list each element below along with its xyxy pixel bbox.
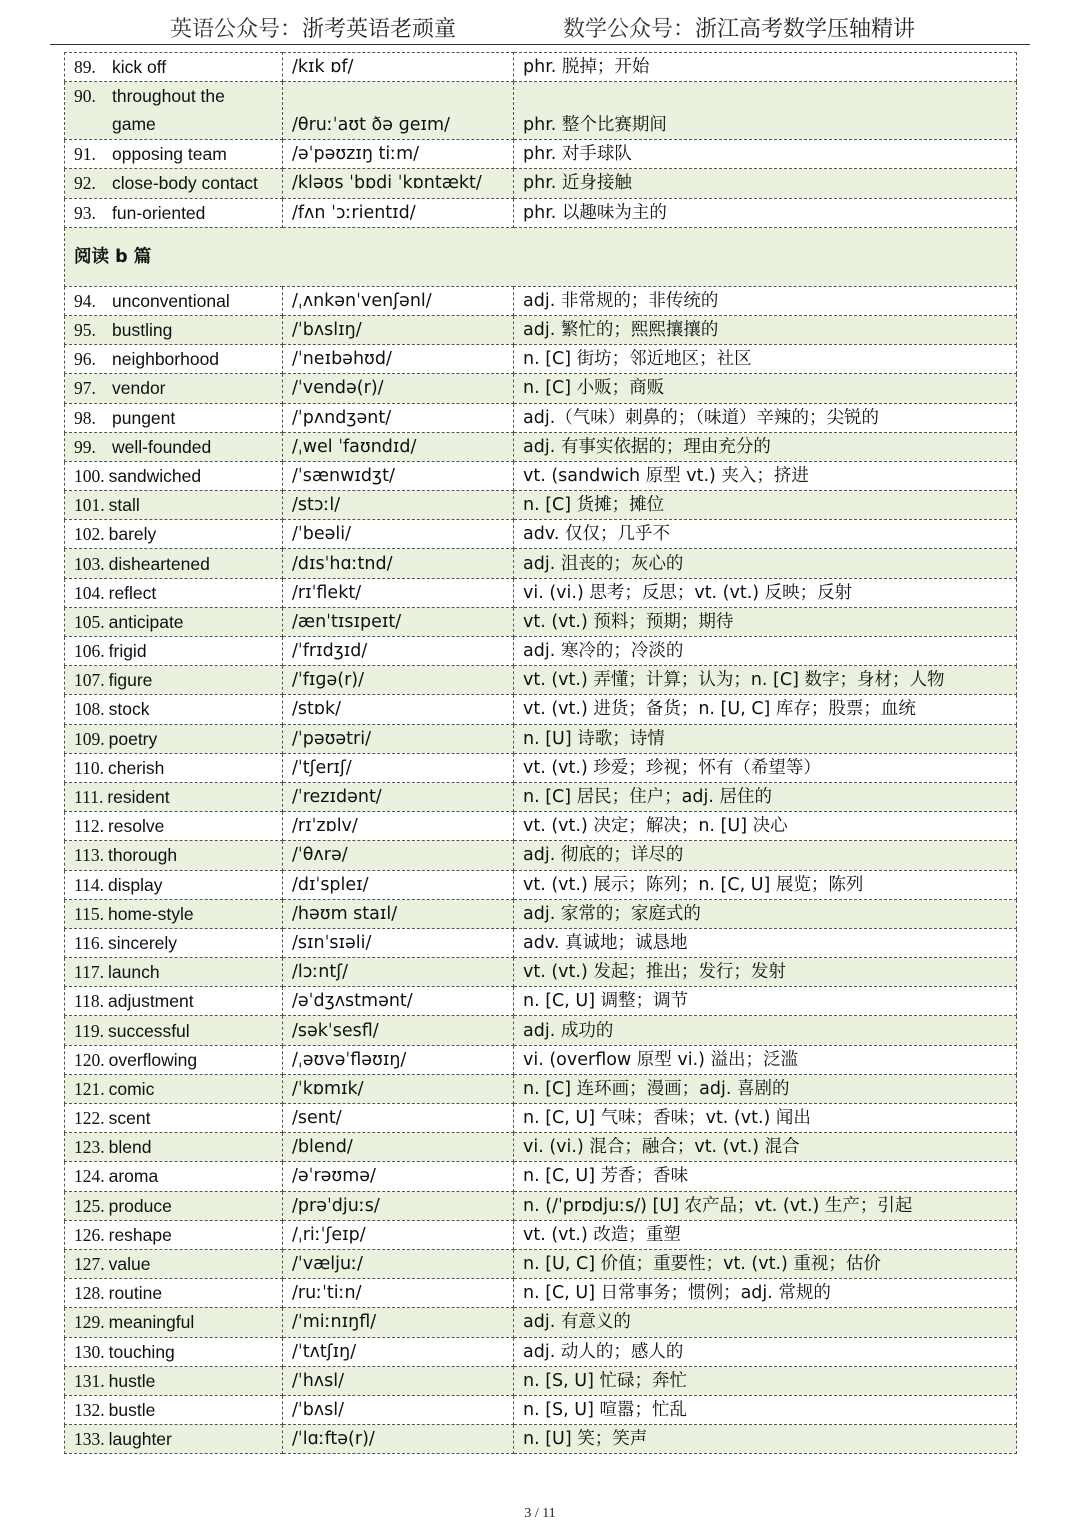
definition-cell: n. [S, U] 忙碌；奔忙 xyxy=(514,1366,1017,1395)
table-row xyxy=(65,1220,1017,1249)
phonetic-cell: /ˈtʌtʃɪŋ/ xyxy=(283,1337,514,1366)
definition-cell: phr. 以趣味为主的 xyxy=(514,198,1017,227)
word-cell xyxy=(65,345,283,374)
word-cell xyxy=(65,1162,283,1191)
phonetic-cell: /ˈfɪɡə(r)/ xyxy=(283,666,514,695)
word-cell xyxy=(65,637,283,666)
entry-word: anticipate xyxy=(108,611,184,632)
table-row xyxy=(65,607,1017,636)
entry-word: kick off xyxy=(112,57,167,78)
definition-cell: adj.（气味）刺鼻的；（味道）辛辣的；尖锐的 xyxy=(514,403,1017,432)
entry-number: 126. xyxy=(74,1224,105,1245)
entry-number: 111. xyxy=(74,787,104,808)
english-account-name: 浙考英语老顽童 xyxy=(302,17,457,42)
vocabulary-table-body xyxy=(65,53,1017,1454)
definition-cell: adv. 仅仅；几乎不 xyxy=(514,520,1017,549)
table-row xyxy=(65,1162,1017,1191)
entry-number: 97. xyxy=(74,378,96,399)
phonetic-cell: /ruːˈtiːn/ xyxy=(283,1279,514,1308)
definition-cell: adj. 有意义的 xyxy=(514,1308,1017,1337)
table-row xyxy=(65,987,1017,1016)
definition-cell: adj. 沮丧的；灰心的 xyxy=(514,549,1017,578)
phonetic-cell: /ænˈtɪsɪpeɪt/ xyxy=(283,607,514,636)
word-cell xyxy=(65,198,283,227)
word-cell xyxy=(65,1133,283,1162)
definition-cell: n. [C] 连环画；漫画；adj. 喜剧的 xyxy=(514,1074,1017,1103)
definition-cell: n. [C, U] 调整；调节 xyxy=(514,987,1017,1016)
table-row xyxy=(65,520,1017,549)
phonetic-cell: /sɪnˈsɪəli/ xyxy=(283,928,514,957)
entry-number: 121. xyxy=(74,1078,105,1099)
word-cell xyxy=(65,1308,283,1337)
math-account-name: 浙江高考数学压轴精讲 xyxy=(695,17,916,42)
table-row xyxy=(65,549,1017,578)
phonetic-cell: /həʊm staɪl/ xyxy=(283,899,514,928)
phonetic-cell: /əˈpəʊzɪŋ tiːm/ xyxy=(283,140,514,169)
definition-cell: n. [C, U] 气味；香味；vt. (vt.) 闻出 xyxy=(514,1104,1017,1133)
entry-number: 105. xyxy=(74,611,105,632)
entry-word: thorough xyxy=(107,845,178,866)
definition-cell: adv. 真诚地；诚恳地 xyxy=(514,928,1017,957)
entry-number: 115. xyxy=(74,903,104,924)
definition-cell: adj. 非常规的；非传统的 xyxy=(514,286,1017,315)
entry-word: poetry xyxy=(108,728,158,749)
entry-number: 122. xyxy=(74,1108,105,1129)
entry-word: cherish xyxy=(107,757,165,778)
entry-word: display xyxy=(107,874,163,895)
section-heading-row xyxy=(65,227,1017,286)
entry-number: 106. xyxy=(74,641,105,662)
table-row xyxy=(65,53,1017,82)
entry-number: 99. xyxy=(74,436,96,457)
phonetic-cell: /ˌwel ˈfaʊndɪd/ xyxy=(283,432,514,461)
definition-cell: n. [C] 街坊；邻近地区；社区 xyxy=(514,345,1017,374)
table-row xyxy=(65,1308,1017,1337)
word-cell xyxy=(65,812,283,841)
entry-word: well-founded xyxy=(112,436,212,457)
entry-number: 120. xyxy=(74,1049,105,1070)
word-cell xyxy=(65,1074,283,1103)
word-cell xyxy=(65,987,283,1016)
word-cell xyxy=(65,695,283,724)
entry-number: 95. xyxy=(74,320,96,341)
word-cell xyxy=(65,1279,283,1308)
table-row xyxy=(65,841,1017,870)
entry-number: 107. xyxy=(74,670,105,691)
word-cell xyxy=(65,1249,283,1278)
entry-number: 110. xyxy=(74,757,104,778)
english-account-label: 英语公众号： xyxy=(170,17,303,42)
table-row xyxy=(65,1016,1017,1045)
table-row xyxy=(65,82,1017,140)
word-cell xyxy=(65,753,283,782)
entry-number: 104. xyxy=(74,582,105,603)
table-row xyxy=(65,286,1017,315)
entry-word: sincerely xyxy=(107,932,178,953)
phonetic-cell: /ˌriːˈʃeɪp/ xyxy=(283,1220,514,1249)
entry-number: 90. xyxy=(74,86,96,107)
phonetic-cell: /dɪˈspleɪ/ xyxy=(283,870,514,899)
phonetic-cell: /rɪˈzɒlv/ xyxy=(283,812,514,841)
entry-number: 98. xyxy=(74,407,96,428)
phonetic-cell: /prəˈdjuːs/ xyxy=(283,1191,514,1220)
entry-number: 108. xyxy=(74,699,105,720)
word-cell xyxy=(65,374,283,403)
entry-number: 130. xyxy=(74,1341,105,1362)
definition-cell: n. [C, U] 日常事务；惯例；adj. 常规的 xyxy=(514,1279,1017,1308)
definition-cell: vi. (vi.) 思考；反思；vt. (vt.) 反映；反射 xyxy=(514,578,1017,607)
entry-number: 113. xyxy=(74,845,104,866)
entry-word: comic xyxy=(108,1078,155,1099)
definition-cell: phr. 脱掉；开始 xyxy=(514,53,1017,82)
word-cell xyxy=(65,1366,283,1395)
entry-word: laughter xyxy=(108,1429,172,1450)
definition-cell: phr. 对手球队 xyxy=(514,140,1017,169)
word-cell xyxy=(65,1016,283,1045)
entry-word: close-body contact xyxy=(112,173,258,194)
phonetic-cell: /ˈfrɪdʒɪd/ xyxy=(283,637,514,666)
word-cell xyxy=(65,140,283,169)
word-cell xyxy=(65,870,283,899)
entry-word: bustling xyxy=(112,320,173,341)
word-cell xyxy=(65,315,283,344)
word-cell xyxy=(65,841,283,870)
entry-word: blend xyxy=(108,1137,152,1158)
phonetic-cell: /ˈpəʊətri/ xyxy=(283,724,514,753)
word-cell xyxy=(65,782,283,811)
word-cell xyxy=(65,403,283,432)
definition-cell: n. [U, C] 价值；重要性；vt. (vt.) 重视；估价 xyxy=(514,1249,1017,1278)
definition-cell: adj. 有事实依据的；理由充分的 xyxy=(514,432,1017,461)
entry-word: stock xyxy=(108,699,150,720)
entry-number: 119. xyxy=(74,1020,104,1041)
table-row xyxy=(65,578,1017,607)
entry-number: 103. xyxy=(74,553,105,574)
entry-word: sandwiched xyxy=(108,465,202,486)
table-row xyxy=(65,695,1017,724)
entry-word: adjustment xyxy=(107,991,194,1012)
entry-number: 89. xyxy=(74,57,96,78)
header-divider xyxy=(50,44,1030,45)
phonetic-cell: /θruːˈaʊt ðə ɡeɪm/ xyxy=(283,82,514,140)
entry-number: 114. xyxy=(74,874,104,895)
entry-word: unconventional xyxy=(112,290,230,311)
definition-cell: vt. (vt.) 展示；陈列；n. [C, U] 展览；陈列 xyxy=(514,870,1017,899)
phonetic-cell: /əˈdʒʌstmənt/ xyxy=(283,987,514,1016)
definition-cell: vt. (vt.) 弄懂；计算；认为；n. [C] 数字；身材；人物 xyxy=(514,666,1017,695)
phonetic-cell: /fʌn ˈɔːrientɪd/ xyxy=(283,198,514,227)
word-cell xyxy=(65,1191,283,1220)
word-cell xyxy=(65,549,283,578)
phonetic-cell: /stɒk/ xyxy=(283,695,514,724)
entry-number: 132. xyxy=(74,1399,105,1420)
phonetic-cell: /əˈrəʊmə/ xyxy=(283,1162,514,1191)
entry-number: 128. xyxy=(74,1283,105,1304)
phonetic-cell: /ˈvæljuː/ xyxy=(283,1249,514,1278)
definition-cell: n. [U] 诗歌；诗情 xyxy=(514,724,1017,753)
phonetic-cell: /ˈhʌsl/ xyxy=(283,1366,514,1395)
table-row xyxy=(65,637,1017,666)
entry-word: figure xyxy=(108,670,153,691)
table-row xyxy=(65,753,1017,782)
entry-number: 91. xyxy=(74,144,96,165)
table-row xyxy=(65,666,1017,695)
word-cell xyxy=(65,286,283,315)
word-cell xyxy=(65,607,283,636)
entry-number: 133. xyxy=(74,1429,105,1450)
entry-number: 112. xyxy=(74,816,104,837)
phonetic-cell: /ˈmiːnɪŋfl/ xyxy=(283,1308,514,1337)
table-row xyxy=(65,374,1017,403)
table-row xyxy=(65,928,1017,957)
table-row xyxy=(65,782,1017,811)
definition-cell: vi. (vi.) 混合；融合；vt. (vt.) 混合 xyxy=(514,1133,1017,1162)
definition-cell: adj. 动人的；感人的 xyxy=(514,1337,1017,1366)
word-cell xyxy=(65,1425,283,1454)
phonetic-cell: /rɪˈflekt/ xyxy=(283,578,514,607)
phonetic-cell: /ˈbʌsl/ xyxy=(283,1395,514,1424)
definition-cell: vt. (vt.) 决定；解决；n. [U] 决心 xyxy=(514,812,1017,841)
table-row xyxy=(65,1395,1017,1424)
entry-number: 116. xyxy=(74,932,104,953)
entry-number: 93. xyxy=(74,202,96,223)
page-header xyxy=(0,0,1080,44)
table-row xyxy=(65,345,1017,374)
entry-number: 94. xyxy=(74,290,96,311)
entry-number: 118. xyxy=(74,991,104,1012)
word-cell xyxy=(65,491,283,520)
entry-word: home-style xyxy=(107,903,194,924)
phonetic-cell: /ˈkɒmɪk/ xyxy=(283,1074,514,1103)
entry-number: 100. xyxy=(74,465,105,486)
math-account-info xyxy=(563,12,915,43)
word-cell xyxy=(65,1337,283,1366)
definition-cell: n. [S, U] 喧嚣；忙乱 xyxy=(514,1395,1017,1424)
entry-number: 127. xyxy=(74,1254,105,1275)
definition-cell: vt. (sandwich 原型 vt.) 夹入；挤进 xyxy=(514,461,1017,490)
table-row xyxy=(65,1425,1017,1454)
table-row xyxy=(65,1366,1017,1395)
section-heading: 阅读 b 篇 xyxy=(65,227,1017,286)
phonetic-cell: /ˈpʌndʒənt/ xyxy=(283,403,514,432)
phonetic-cell: /lɔːntʃ/ xyxy=(283,958,514,987)
definition-cell: vt. (vt.) 预料；预期；期待 xyxy=(514,607,1017,636)
table-row xyxy=(65,432,1017,461)
phonetic-cell: /ˈbeəli/ xyxy=(283,520,514,549)
phonetic-cell: /ˈtʃerɪʃ/ xyxy=(283,753,514,782)
table-row xyxy=(65,1279,1017,1308)
phonetic-cell: /ˈneɪbəhʊd/ xyxy=(283,345,514,374)
table-row xyxy=(65,1074,1017,1103)
entry-word: produce xyxy=(108,1195,172,1216)
entry-word: touching xyxy=(108,1341,175,1362)
phonetic-cell: /dɪsˈhɑːtnd/ xyxy=(283,549,514,578)
word-cell xyxy=(65,53,283,82)
entry-number: 101. xyxy=(74,495,105,516)
entry-number: 123. xyxy=(74,1137,105,1158)
table-row xyxy=(65,870,1017,899)
word-cell xyxy=(65,1220,283,1249)
table-row xyxy=(65,403,1017,432)
entry-word: scent xyxy=(108,1108,151,1129)
entry-word: frigid xyxy=(108,641,147,662)
entry-word: bustle xyxy=(108,1399,156,1420)
table-row xyxy=(65,169,1017,198)
word-cell xyxy=(65,928,283,957)
phonetic-cell: /səkˈsesfl/ xyxy=(283,1016,514,1045)
entry-word-continued: game xyxy=(112,114,156,135)
table-row xyxy=(65,491,1017,520)
entry-word: value xyxy=(108,1254,151,1275)
table-row xyxy=(65,1337,1017,1366)
entry-number: 124. xyxy=(74,1166,105,1187)
entry-word: fun-oriented xyxy=(112,202,206,223)
word-cell xyxy=(65,578,283,607)
definition-cell: adj. 彻底的；详尽的 xyxy=(514,841,1017,870)
definition-cell: adj. 家常的；家庭式的 xyxy=(514,899,1017,928)
word-cell xyxy=(65,82,283,140)
phonetic-cell: /kɪk ɒf/ xyxy=(283,53,514,82)
table-row xyxy=(65,198,1017,227)
phonetic-cell: /ˈθʌrə/ xyxy=(283,841,514,870)
definition-cell: n. [C] 居民；住户；adj. 居住的 xyxy=(514,782,1017,811)
entry-word: hustle xyxy=(108,1370,156,1391)
table-row xyxy=(65,1045,1017,1074)
entry-word: opposing team xyxy=(112,144,227,165)
entry-word: vendor xyxy=(112,378,166,399)
table-row xyxy=(65,812,1017,841)
entry-word: pungent xyxy=(112,407,176,428)
entry-word: throughout the xyxy=(112,86,225,107)
entry-number: 125. xyxy=(74,1195,105,1216)
phonetic-cell: /blend/ xyxy=(283,1133,514,1162)
entry-number: 109. xyxy=(74,728,105,749)
definition-cell: n. [C, U] 芳香；香味 xyxy=(514,1162,1017,1191)
definition-cell: adj. 寒冷的；冷淡的 xyxy=(514,637,1017,666)
table-row xyxy=(65,461,1017,490)
entry-number: 129. xyxy=(74,1312,105,1333)
phonetic-cell: /sent/ xyxy=(283,1104,514,1133)
phonetic-cell: /ˌəʊvəˈfləʊɪŋ/ xyxy=(283,1045,514,1074)
entry-word: resident xyxy=(107,787,170,808)
definition-cell: vi. (overflow 原型 vi.) 溢出；泛滥 xyxy=(514,1045,1017,1074)
phonetic-cell: /ˈlɑːftə(r)/ xyxy=(283,1425,514,1454)
definition-cell: vt. (vt.) 改造；重塑 xyxy=(514,1220,1017,1249)
entry-word: routine xyxy=(108,1283,163,1304)
entry-word: disheartened xyxy=(108,553,210,574)
table-row xyxy=(65,958,1017,987)
math-account-label: 数学公众号： xyxy=(563,17,696,42)
entry-word: reshape xyxy=(108,1224,172,1245)
word-cell xyxy=(65,169,283,198)
definition-cell: phr. 整个比赛期间 xyxy=(514,82,1017,140)
phonetic-cell: /kləʊs ˈbɒdi ˈkɒntækt/ xyxy=(283,169,514,198)
english-account-info xyxy=(170,12,456,43)
word-cell xyxy=(65,432,283,461)
word-cell xyxy=(65,1045,283,1074)
definition-cell: n. [C] 货摊；摊位 xyxy=(514,491,1017,520)
definition-cell: phr. 近身接触 xyxy=(514,169,1017,198)
entry-number: 117. xyxy=(74,962,104,983)
entry-word: barely xyxy=(108,524,157,545)
entry-word: reflect xyxy=(108,582,157,603)
table-row xyxy=(65,724,1017,753)
table-row xyxy=(65,140,1017,169)
definition-cell: adj. 成功的 xyxy=(514,1016,1017,1045)
phonetic-cell: /ˈbʌslɪŋ/ xyxy=(283,315,514,344)
vocabulary-table xyxy=(64,52,1017,1454)
word-cell xyxy=(65,461,283,490)
word-cell xyxy=(65,958,283,987)
entry-number: 96. xyxy=(74,349,96,370)
entry-number: 131. xyxy=(74,1370,105,1391)
table-row xyxy=(65,1191,1017,1220)
definition-cell: vt. (vt.) 发起；推出；发行；发射 xyxy=(514,958,1017,987)
entry-word: resolve xyxy=(107,816,165,837)
definition-cell: vt. (vt.) 珍爱；珍视；怀有（希望等） xyxy=(514,753,1017,782)
entry-number: 92. xyxy=(74,173,96,194)
definition-cell: n. (/ˈprɒdjuːs/) [U] 农产品；vt. (vt.) 生产；引起 xyxy=(514,1191,1017,1220)
phonetic-cell: /ˈvendə(r)/ xyxy=(283,374,514,403)
definition-cell: adj. 繁忙的；熙熙攘攘的 xyxy=(514,315,1017,344)
table-row xyxy=(65,1133,1017,1162)
definition-cell: n. [C] 小贩；商贩 xyxy=(514,374,1017,403)
entry-word: stall xyxy=(108,495,140,516)
phonetic-cell: /ˈrezɪdənt/ xyxy=(283,782,514,811)
entry-word: overflowing xyxy=(108,1049,198,1070)
entry-word: launch xyxy=(107,962,160,983)
word-cell xyxy=(65,520,283,549)
phonetic-cell: /ˌʌnkənˈvenʃənl/ xyxy=(283,286,514,315)
phonetic-cell: /ˈsænwɪdʒt/ xyxy=(283,461,514,490)
definition-cell: n. [U] 笑；笑声 xyxy=(514,1425,1017,1454)
word-cell xyxy=(65,724,283,753)
table-row xyxy=(65,315,1017,344)
word-cell xyxy=(65,1395,283,1424)
entry-word: meaningful xyxy=(108,1312,195,1333)
word-cell xyxy=(65,899,283,928)
phonetic-cell: /stɔːl/ xyxy=(283,491,514,520)
entry-word: neighborhood xyxy=(112,349,220,370)
table-row xyxy=(65,899,1017,928)
entry-number: 102. xyxy=(74,524,105,545)
word-cell xyxy=(65,1104,283,1133)
table-row xyxy=(65,1104,1017,1133)
table-row xyxy=(65,1249,1017,1278)
entry-word: aroma xyxy=(108,1166,159,1187)
definition-cell: vt. (vt.) 进货；备货；n. [U, C] 库存；股票；血统 xyxy=(514,695,1017,724)
page-number: 3 / 11 xyxy=(524,1506,556,1521)
entry-word: successful xyxy=(107,1020,190,1041)
word-cell xyxy=(65,666,283,695)
